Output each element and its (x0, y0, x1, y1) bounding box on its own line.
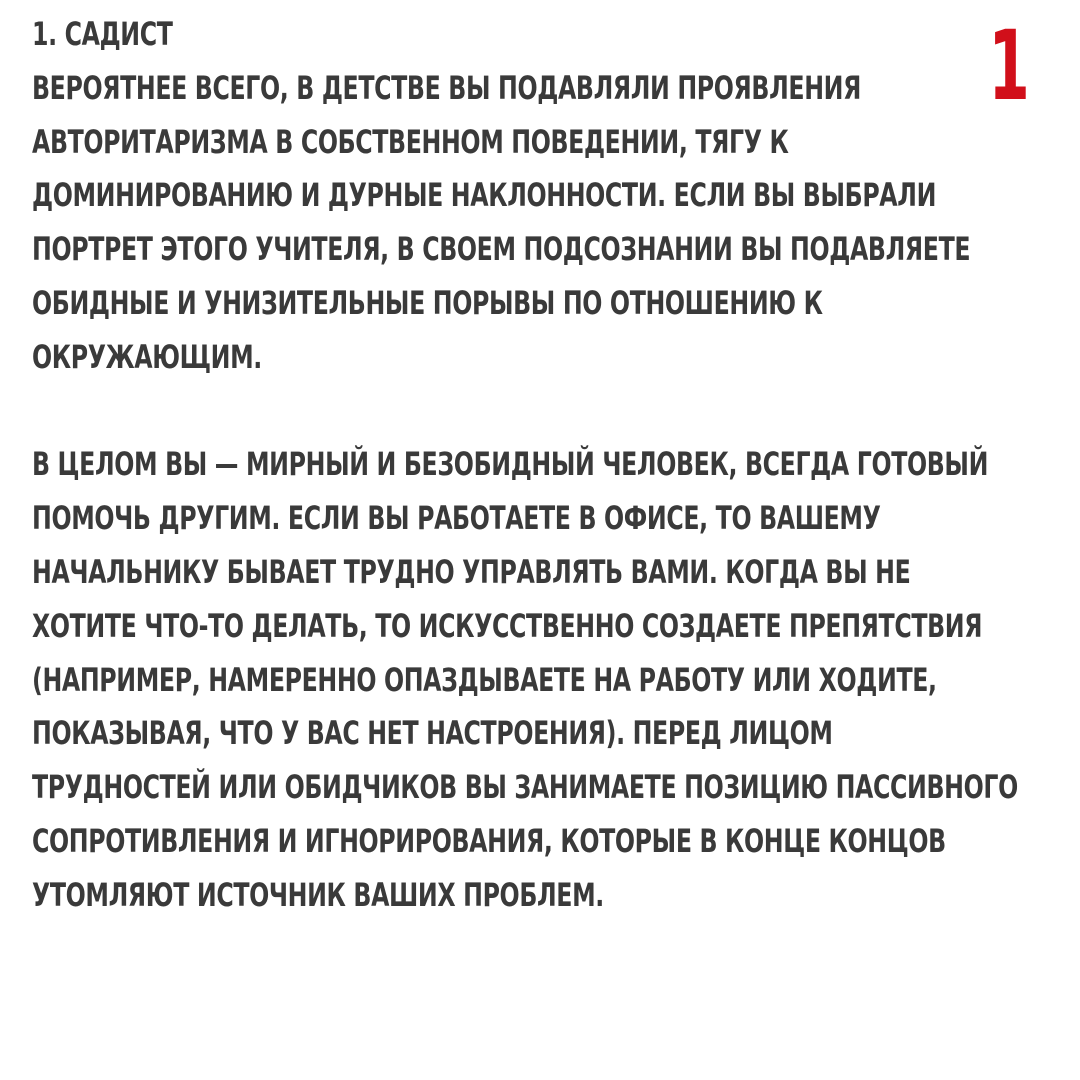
paragraph-1-line: ДОМИНИРОВАНИЮ И ДУРНЫЕ НАКЛОННОСТИ. ЕСЛИ ВЫ ВЫБРАЛИ (32, 176, 937, 215)
paragraph-2-line: В ЦЕЛОМ ВЫ — МИРНЫЙ И БЕЗОБИДНЫЙ ЧЕЛОВЕК, ВСЕГДА ГОТОВЫЙ (32, 445, 989, 484)
paragraph-spacer (32, 385, 1022, 439)
paragraph-1-line: ОБИДНЫЕ И УНИЗИТЕЛЬНЫЕ ПОРЫВЫ ПО ОТНОШЕНИЮ К (32, 283, 823, 322)
paragraph-2-line: СОПРОТИВЛЕНИЯ И ИГНОРИРОВАНИЯ, КОТОРЫЕ В КОНЦЕ КОНЦОВ (32, 821, 946, 860)
paragraph-2-line: ХОТИТЕ ЧТО-ТО ДЕЛАТЬ, ТО ИСКУССТВЕННО СОЗДАЕТЕ ПРЕПЯТСТВИЯ (32, 606, 983, 645)
page-number: 1 (988, 10, 1030, 122)
section-heading: 1. САДИСТ (32, 15, 173, 53)
paragraph-2-line: УТОМЛЯЮТ ИСТОЧНИК ВАШИХ ПРОБЛЕМ. (32, 875, 604, 914)
paragraph-1-line: ОКРУЖАЮЩИМ. (32, 337, 262, 376)
paragraph-1-line: ВЕРОЯТНЕЕ ВСЕГО, В ДЕТСТВЕ ВЫ ПОДАВЛЯЛИ ПРОЯВЛЕНИЯ (32, 68, 861, 107)
paragraph-2-line: ТРУДНОСТЕЙ ИЛИ ОБИДЧИКОВ ВЫ ЗАНИМАЕТЕ ПОЗИЦИЮ ПАССИВНОГО (32, 768, 1018, 807)
paragraph-2-line: НАЧАЛЬНИКУ БЫВАЕТ ТРУДНО УПРАВЛЯТЬ ВАМИ. КОГДА ВЫ НЕ (32, 552, 911, 591)
paragraph-2-line: ПОКАЗЫВАЯ, ЧТО У ВАС НЕТ НАСТРОЕНИЯ). ПЕРЕД ЛИЦОМ (32, 714, 833, 753)
paragraph-1-line: ПОРТРЕТ ЭТОГО УЧИТЕЛЯ, В СВОЕМ ПОДСОЗНАНИИ ВЫ ПОДАВЛЯЕТЕ (32, 230, 971, 269)
paragraph-2-line: ПОМОЧЬ ДРУГИМ. ЕСЛИ ВЫ РАБОТАЕТЕ В ОФИСЕ, ТО ВАШЕМУ (32, 499, 881, 538)
paragraph-1-line: АВТОРИТАРИЗМА В СОБСТВЕННОМ ПОВЕДЕНИИ, ТЯГУ К (32, 122, 789, 161)
paragraph-2-line: (НАПРИМЕР, НАМЕРЕННО ОПАЗДЫВАЕТЕ НА РАБОТУ ИЛИ ХОДИТЕ, (32, 660, 937, 699)
text-block (32, 8, 1022, 923)
